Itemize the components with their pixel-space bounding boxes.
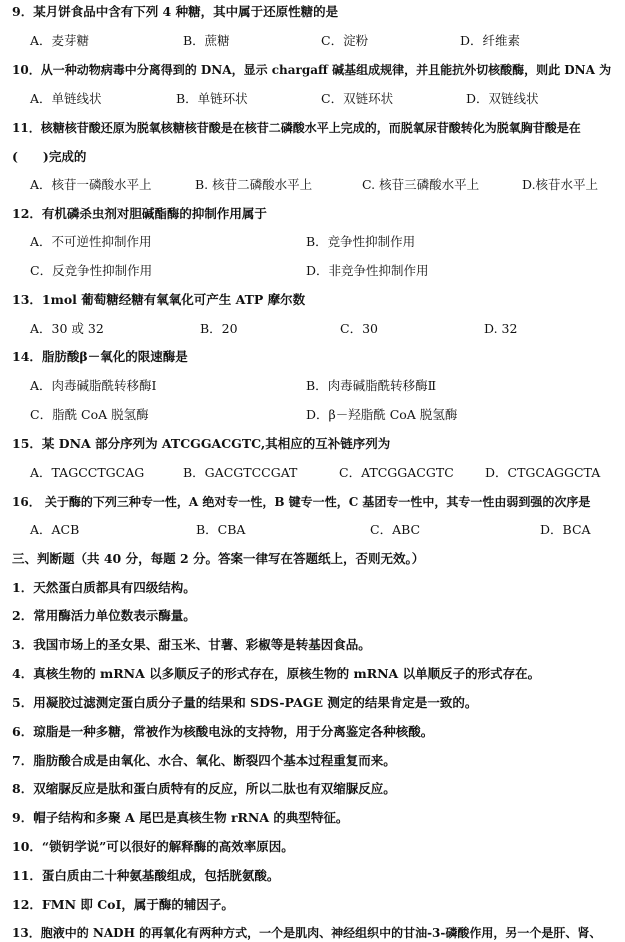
tf-item-1: 1．天然蛋白质都具有四级结构。 [12, 580, 196, 595]
question-15-option-b: B．GACGTCCGAT [183, 465, 298, 480]
question-9-option-a: A．麦芽糖 [30, 33, 90, 48]
question-14-option-c: C．脂酰 CoA 脱氢酶 [30, 407, 149, 422]
question-10-option-c: C．双链环状 [321, 91, 394, 106]
question-14-option-a: A．肉毒碱脂酰转移酶Ⅰ [30, 378, 157, 393]
section-3-title: 三、判断题（共 40 分，每题 2 分。答案一律写在答题纸上，否则无效。） [12, 551, 425, 566]
question-16-option-a: A．ACB [30, 522, 80, 537]
question-13-option-a: A．30 或 32 [30, 321, 104, 336]
question-11-option-a: A．核苷一磷酸水平上 [30, 177, 152, 192]
question-16-option-d: D．BCA [540, 522, 591, 537]
question-11-option-c: C. 核苷三磷酸水平上 [362, 177, 480, 192]
question-15-option-a: A．TAGCCTGCAG [30, 465, 145, 480]
tf-item-7: 7．脂肪酸合成是由氧化、水合、氧化、断裂四个基本过程重复而来。 [12, 753, 396, 768]
tf-item-11: 11．蛋白质由二十种氨基酸组成，包括胱氨酸。 [12, 868, 280, 883]
question-9-option-c: C．淀粉 [321, 33, 369, 48]
tf-item-10: 10．“锁钥学说”可以很好的解释酶的高效率原因。 [12, 839, 294, 854]
tf-item-3: 3．我国市场上的圣女果、甜玉米、甘薯、彩椒等是转基因食品。 [12, 637, 371, 652]
question-16-option-b: B．CBA [196, 522, 246, 537]
question-10-option-d: D．双链线状 [466, 91, 539, 106]
question-11-stem-continued: ( )完成的 [12, 149, 87, 164]
question-12-option-b: B．竞争性抑制作用 [306, 234, 416, 249]
question-15-option-d: D．CTGCAGGCTA [485, 465, 601, 480]
tf-item-13: 13．胞液中的 NADH 的再氧化有两种方式，一个是肌肉、神经组织中的甘油-3-磷酸作用，另一个是肝、肾、 [12, 926, 602, 940]
question-12-option-c: C．反竞争性抑制作用 [30, 263, 153, 278]
tf-item-9: 9．帽子结构和多聚 A 尾巴是真核生物 rRNA 的典型特征。 [12, 810, 349, 825]
question-9-option-d: D．纤维素 [460, 33, 521, 48]
question-10-stem: 10．从一种动物病毒中分离得到的 DNA，显示 chargaff 碱基组成规律，并且能抗外切核酸酶，则此 DNA 为 [12, 63, 612, 77]
question-10-option-b: B．单链环状 [176, 91, 248, 106]
question-16-stem: 16． 关于酶的下列三种专一性，A 绝对专一性，B 键专一性，C 基团专一性中，其专一性由弱到强的次序是 [12, 495, 591, 509]
question-9-stem: 9．某月饼食品中含有下列 4 种糖，其中属于还原性糖的是 [12, 4, 339, 19]
question-12-option-a: A．不可逆性抑制作用 [30, 234, 152, 249]
question-15-option-c: C．ATCGGACGTC [339, 465, 454, 480]
tf-item-6: 6．琼脂是一种多糖，常被作为核酸电泳的支持物，用于分离鉴定各种核酸。 [12, 724, 434, 739]
question-10-option-a: A．单链线状 [30, 91, 102, 106]
question-11-stem: 11．核糖核苷酸还原为脱氧核糖核苷酸是在核苷二磷酸水平上完成的，而脱氧尿苷酸转化为脱氧胸苷酸是在 [12, 121, 581, 135]
question-15-stem: 15．某 DNA 部分序列为 ATCGGACGTC,其相应的互补链序列为 [12, 436, 391, 451]
tf-item-8: 8．双缩脲反应是肽和蛋白质特有的反应，所以二肽也有双缩脲反应。 [12, 781, 396, 796]
question-9-option-b: B．蔗糖 [183, 33, 230, 48]
question-12-option-d: D．非竞争性抑制作用 [306, 263, 429, 278]
tf-item-4: 4．真核生物的 mRNA 以多顺反子的形式存在，原核生物的 mRNA 以单顺反子的形式存在。 [12, 666, 541, 681]
question-14-option-b: B．肉毒碱脂酰转移酶Ⅱ [306, 378, 437, 393]
question-16-option-c: C．ABC [370, 522, 421, 537]
tf-item-12: 12．FMN 即 CoI，属于酶的辅因子。 [12, 897, 234, 912]
question-13-option-c: C．30 [340, 321, 378, 336]
question-11-option-b: B. 核苷二磷酸水平上 [195, 177, 313, 192]
question-11-option-d: D.核苷水平上 [522, 177, 599, 192]
question-13-option-b: B．20 [200, 321, 238, 336]
tf-item-5: 5．用凝胶过滤测定蛋白质分子量的结果和 SDS-PAGE 测定的结果肯定是一致的。 [12, 695, 478, 710]
question-14-option-d: D．β－羟脂酰 CoA 脱氢酶 [306, 407, 458, 422]
question-13-option-d: D. 32 [484, 321, 518, 336]
question-13-stem: 13．1mol 葡萄糖经糖有氧氧化可产生 ATP 摩尔数 [12, 292, 306, 307]
tf-item-2: 2．常用酶活力单位数表示酶量。 [12, 608, 196, 623]
question-14-stem: 14．脂肪酸β－氧化的限速酶是 [12, 349, 188, 364]
question-12-stem: 12．有机磷杀虫剂对胆碱酯酶的抑制作用属于 [12, 206, 267, 221]
